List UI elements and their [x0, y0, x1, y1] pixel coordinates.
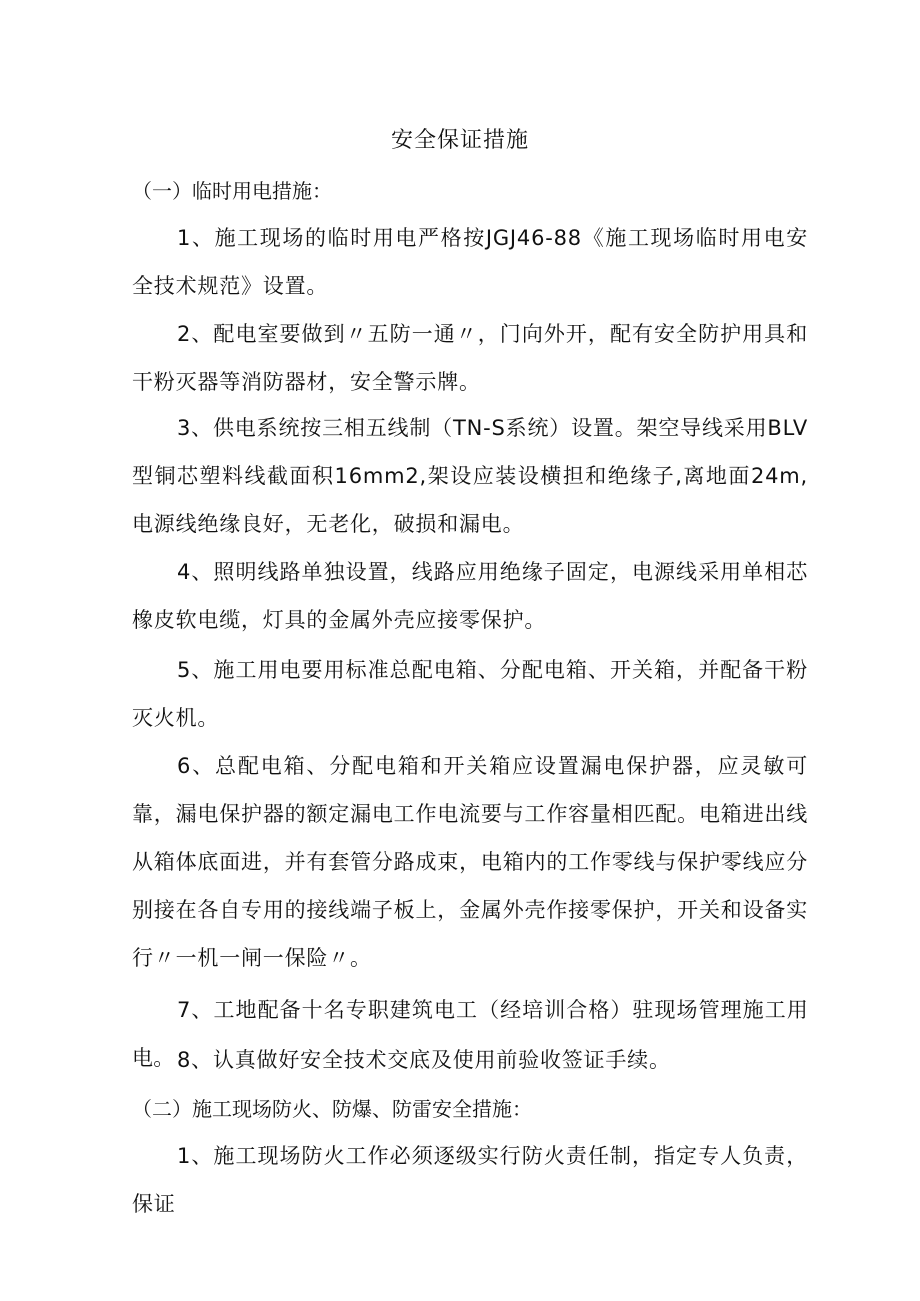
- paragraph-fire-item-1: 1、施工现场防火工作必须逐级实行防火责任制，指定专人负责，保证: [132, 1144, 808, 1216]
- paragraph-item-8: 8、认真做好安全技术交底及使用前验收签证手续。: [177, 1048, 671, 1072]
- document-title: 安全保证措施: [390, 128, 529, 153]
- paragraph-item-5: 5、施工用电要用标准总配电箱、分配电箱、开关箱，并配备干粉灭火机。: [132, 658, 808, 730]
- paragraph-item-2: 2、配电室要做到〃五防一通〃，门向外开，配有安全防护用具和干粉灭器等消防器材，安全警示牌。: [132, 322, 808, 394]
- paragraph-item-6: 6、总配电箱、分配电箱和开关箱应设置漏电保护器，应灵敏可靠，漏电保护器的额定漏电工作电流要与工作容量相匹配。电箱进出线从箱体底面进，并有套管分路成束，电箱内的工作零线与保护零线应分别接在各自专用的接线端子板上，金属外壳作接零保护，开关和设备实行〃一机一闸一保险〃。: [132, 754, 808, 970]
- paragraph-item-4: 4、照明线路单独设置，线路应用绝缘子固定，电源线采用单相芯橡皮软电缆，灯具的金属外壳应接零保护。: [132, 560, 808, 632]
- paragraph-item-1: 1、施工现场的临时用电严格按JGJ46-88《施工现场临时用电安全技术规范》设置。: [132, 226, 808, 298]
- section-heading-temporary-power: （一）临时用电措施：: [132, 179, 332, 203]
- section-heading-fire-explosion-lightning: （二）施工现场防火、防爆、防雷安全措施：: [132, 1097, 532, 1121]
- paragraph-item-3: 3、供电系统按三相五线制（TN-S系统）设置。架空导线采用BLV型铜芯塑料线截面积16mm2,架设应装设横担和绝缘子,离地面24m,电源线绝缘良好，无老化，破损和漏电。: [132, 416, 808, 536]
- paragraph-item-7: 7、工地配备十名专职建筑电工（经培训合格）驻现场管理施工用电。: [132, 998, 808, 1070]
